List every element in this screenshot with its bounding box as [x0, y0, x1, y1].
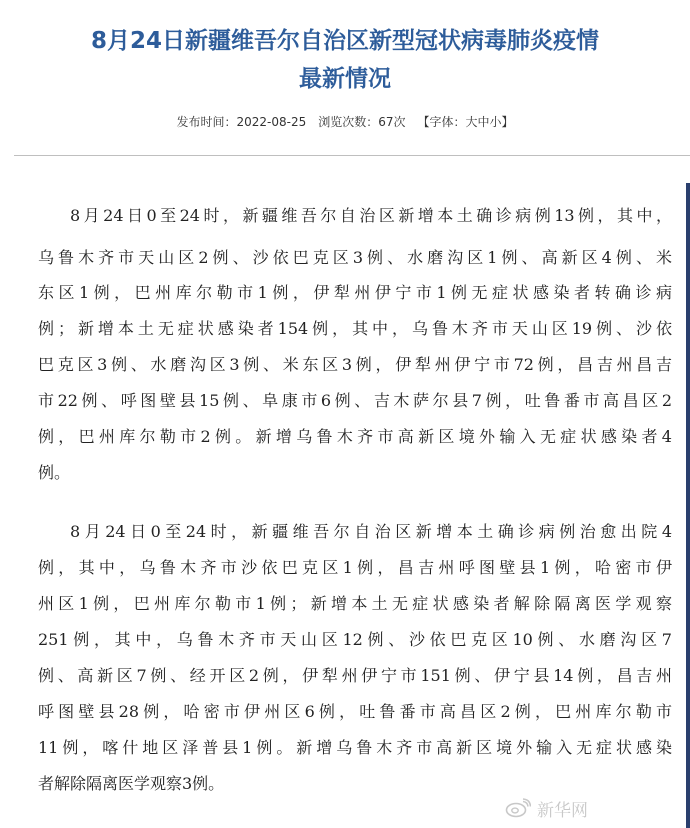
publish-time: 发布时间：2022-08-25: [176, 115, 307, 129]
paragraph-line: 例。: [38, 463, 71, 482]
article-meta: [0, 113, 690, 130]
weibo-icon: [505, 798, 531, 818]
paragraph-line: 东区1例，巴州库尔勒市1例，伊犁州伊宁市1例无症状感染者转确诊病: [38, 283, 672, 302]
paragraph-line: 例，其中，乌鲁木齐市沙依巴克区1例，昌吉州呼图壁县1例，哈密市伊: [38, 558, 672, 577]
view-count: 浏览次数：67次: [318, 115, 406, 129]
paragraph-line: 8月24日0至24时，新疆维吾尔自治区新增本土确诊病例治愈出院4: [70, 522, 672, 541]
header-divider: [14, 155, 690, 156]
xinhua-watermark: [505, 796, 588, 820]
paragraph-line: 巴克区3例、水磨沟区3例、米东区3例，伊犁州伊宁市72例，昌吉州昌吉: [38, 355, 672, 374]
article-title-line-2: 最新情况: [299, 66, 391, 92]
paragraph-line: 市22例、呼图壁县15例、阜康市6例、吉木萨尔县7例，吐鲁番市高昌区2: [38, 391, 672, 410]
paragraph-line: 者解除隔离医学观察3例。: [38, 774, 225, 793]
paragraph-line: 例，巴州库尔勒市2例。新增乌鲁木齐市高新区境外输入无症状感染者4: [38, 427, 672, 446]
article-title-line-1: 8月24日新疆维吾尔自治区新型冠状病毒肺炎疫情: [90, 28, 599, 54]
font-size-selector[interactable]: 【字体：大中小】: [417, 115, 514, 129]
scrollbar[interactable]: [686, 183, 690, 828]
paragraph-line: 例；新增本土无症状感染者154例，其中，乌鲁木齐市天山区19例、沙依: [38, 319, 672, 338]
paragraph-line: 州区1例，巴州库尔勒市1例；新增本土无症状感染者解除隔离医学观察: [38, 594, 672, 613]
paragraph-line: 251例，其中，乌鲁木齐市天山区12例、沙依巴克区10例、水磨沟区7: [38, 630, 672, 649]
paragraph-line: 8月24日0至24时，新疆维吾尔自治区新增本土确诊病例13例，其中，: [70, 206, 672, 225]
paragraph-line: 呼图壁县28例，哈密市伊州区6例，吐鲁番市高昌区2例，巴州库尔勒市: [38, 702, 672, 721]
paragraph-line: 11例，喀什地区泽普县1例。新增乌鲁木齐市高新区境外输入无症状感染: [38, 738, 672, 757]
watermark-text: 新华网: [537, 800, 588, 821]
paragraph-line: 乌鲁木齐市天山区2例、沙依巴克区3例、水磨沟区1例、高新区4例、米: [38, 248, 672, 267]
paragraph-line: 例、高新区7例、经开区2例，伊犁州伊宁市151例、伊宁县14例，昌吉州: [38, 666, 672, 685]
